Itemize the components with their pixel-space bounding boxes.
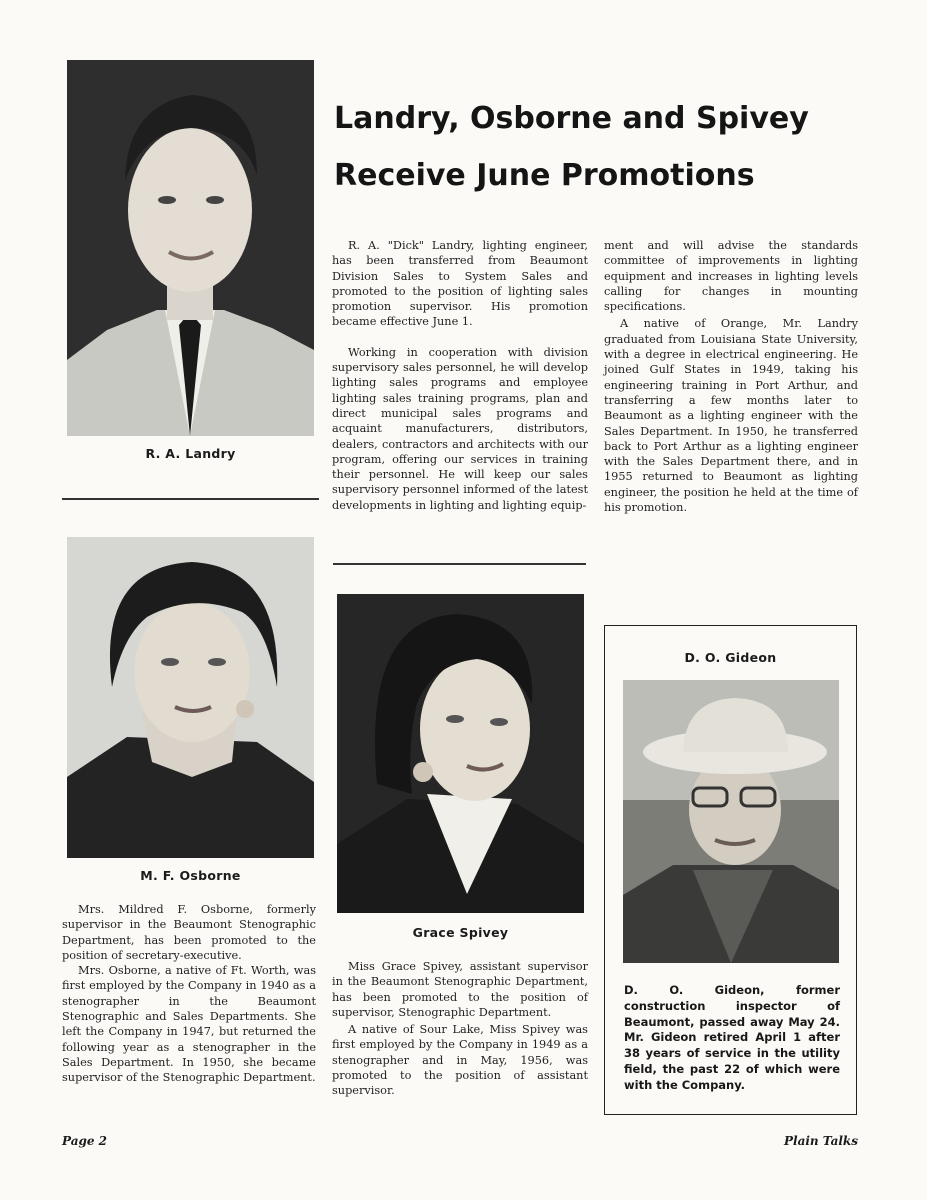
divider-left-top — [62, 498, 319, 500]
gideon-obituary-text: D. O. Gideon, former construction inspector of Beaumont, passed away May 24. Mr. Gideon retired April 1 after 38 years of service in the utility field, the past 22 of which were with the Company. — [624, 983, 840, 1092]
paragraph: ment and will advise the standards committee of improvements in lighting equipment and increases in lighting levels calling for changes in mounting specifications. — [604, 239, 858, 314]
paragraph: Mrs. Mildred F. Osborne, formerly supervisor in the Beaumont Stenographic Department, has been promoted to the position of secretary-executive. — [62, 903, 316, 962]
spivey-photo — [337, 594, 584, 913]
spivey-caption: Grace Spivey — [412, 925, 509, 940]
paragraph: Miss Grace Spivey, assistant supervisor in the Beaumont Stenographic Department, has been promoted to the position of supervisor, Stenographic Department. — [332, 960, 588, 1019]
paragraph: A native of Orange, Mr. Landry graduated from Louisiana State University, with a degree in electrical engineering. He joined Gulf States in 1949, taking his engineering training in Port Arthur, and transferring a few months later to Beaumont as a lighting engineer with the Sales Department. In 1950, he transferred back to Port Arthur as a lighting engineer with the Sales Department there, and in 1955 returned to Beaumont as lighting engineer, the position he held at the time of his promotion. — [604, 317, 858, 515]
landry-article-col-2 — [604, 238, 858, 515]
paragraph: Working in cooperation with division supervisory sales personnel, he will develop lighting sales programs and employee lighting sales training programs, plan and direct municipal sales programs and acquaint manufacturers, distributors, dealers, contractors and architects with our program, offering our services in training their personnel. He will keep our sales supervisory personnel informed of the latest developments in lighting and lighting equip- — [332, 345, 588, 512]
headline-line-2: Receive June Promotions — [334, 158, 755, 193]
osborne-caption: M. F. Osborne — [140, 868, 241, 883]
paragraph: Mrs. Osborne, a native of Ft. Worth, was first employed by the Company in 1940 as a stenographer in the Beaumont Stenographic and Sales Departments. She left the Company in 1947, but returned the following year as a stenographer in the Sales Department. In 1950, she became supervisor of the Stenographic Department. — [62, 964, 316, 1085]
osborne-photo — [67, 537, 314, 858]
headline-line-1: Landry, Osborne and Spivey — [334, 101, 809, 136]
paragraph: A native of Sour Lake, Miss Spivey was first employed by the Company in 1949 as a stenographer and in May, 1956, was promoted to the position of assistant supervisor. — [332, 1023, 588, 1098]
landry-article-col-1 — [332, 238, 588, 513]
osborne-article — [62, 902, 316, 1086]
divider-middle — [333, 563, 586, 565]
publication-name: Plain Talks — [783, 1134, 858, 1148]
landry-photo — [67, 60, 314, 436]
landry-caption: R. A. Landry — [145, 446, 236, 461]
paragraph: R. A. "Dick" Landry, lighting engineer, has been transferred from Beaumont Division Sales to System Sales and promoted to the position of lighting sales promotion supervisor. His promotion became effective June 1. — [332, 239, 588, 329]
gideon-photo — [623, 680, 839, 963]
page-number: Page 2 — [62, 1134, 108, 1148]
spivey-article — [332, 959, 588, 1099]
gideon-caption: D. O. Gideon — [684, 650, 777, 665]
headline — [334, 90, 864, 204]
